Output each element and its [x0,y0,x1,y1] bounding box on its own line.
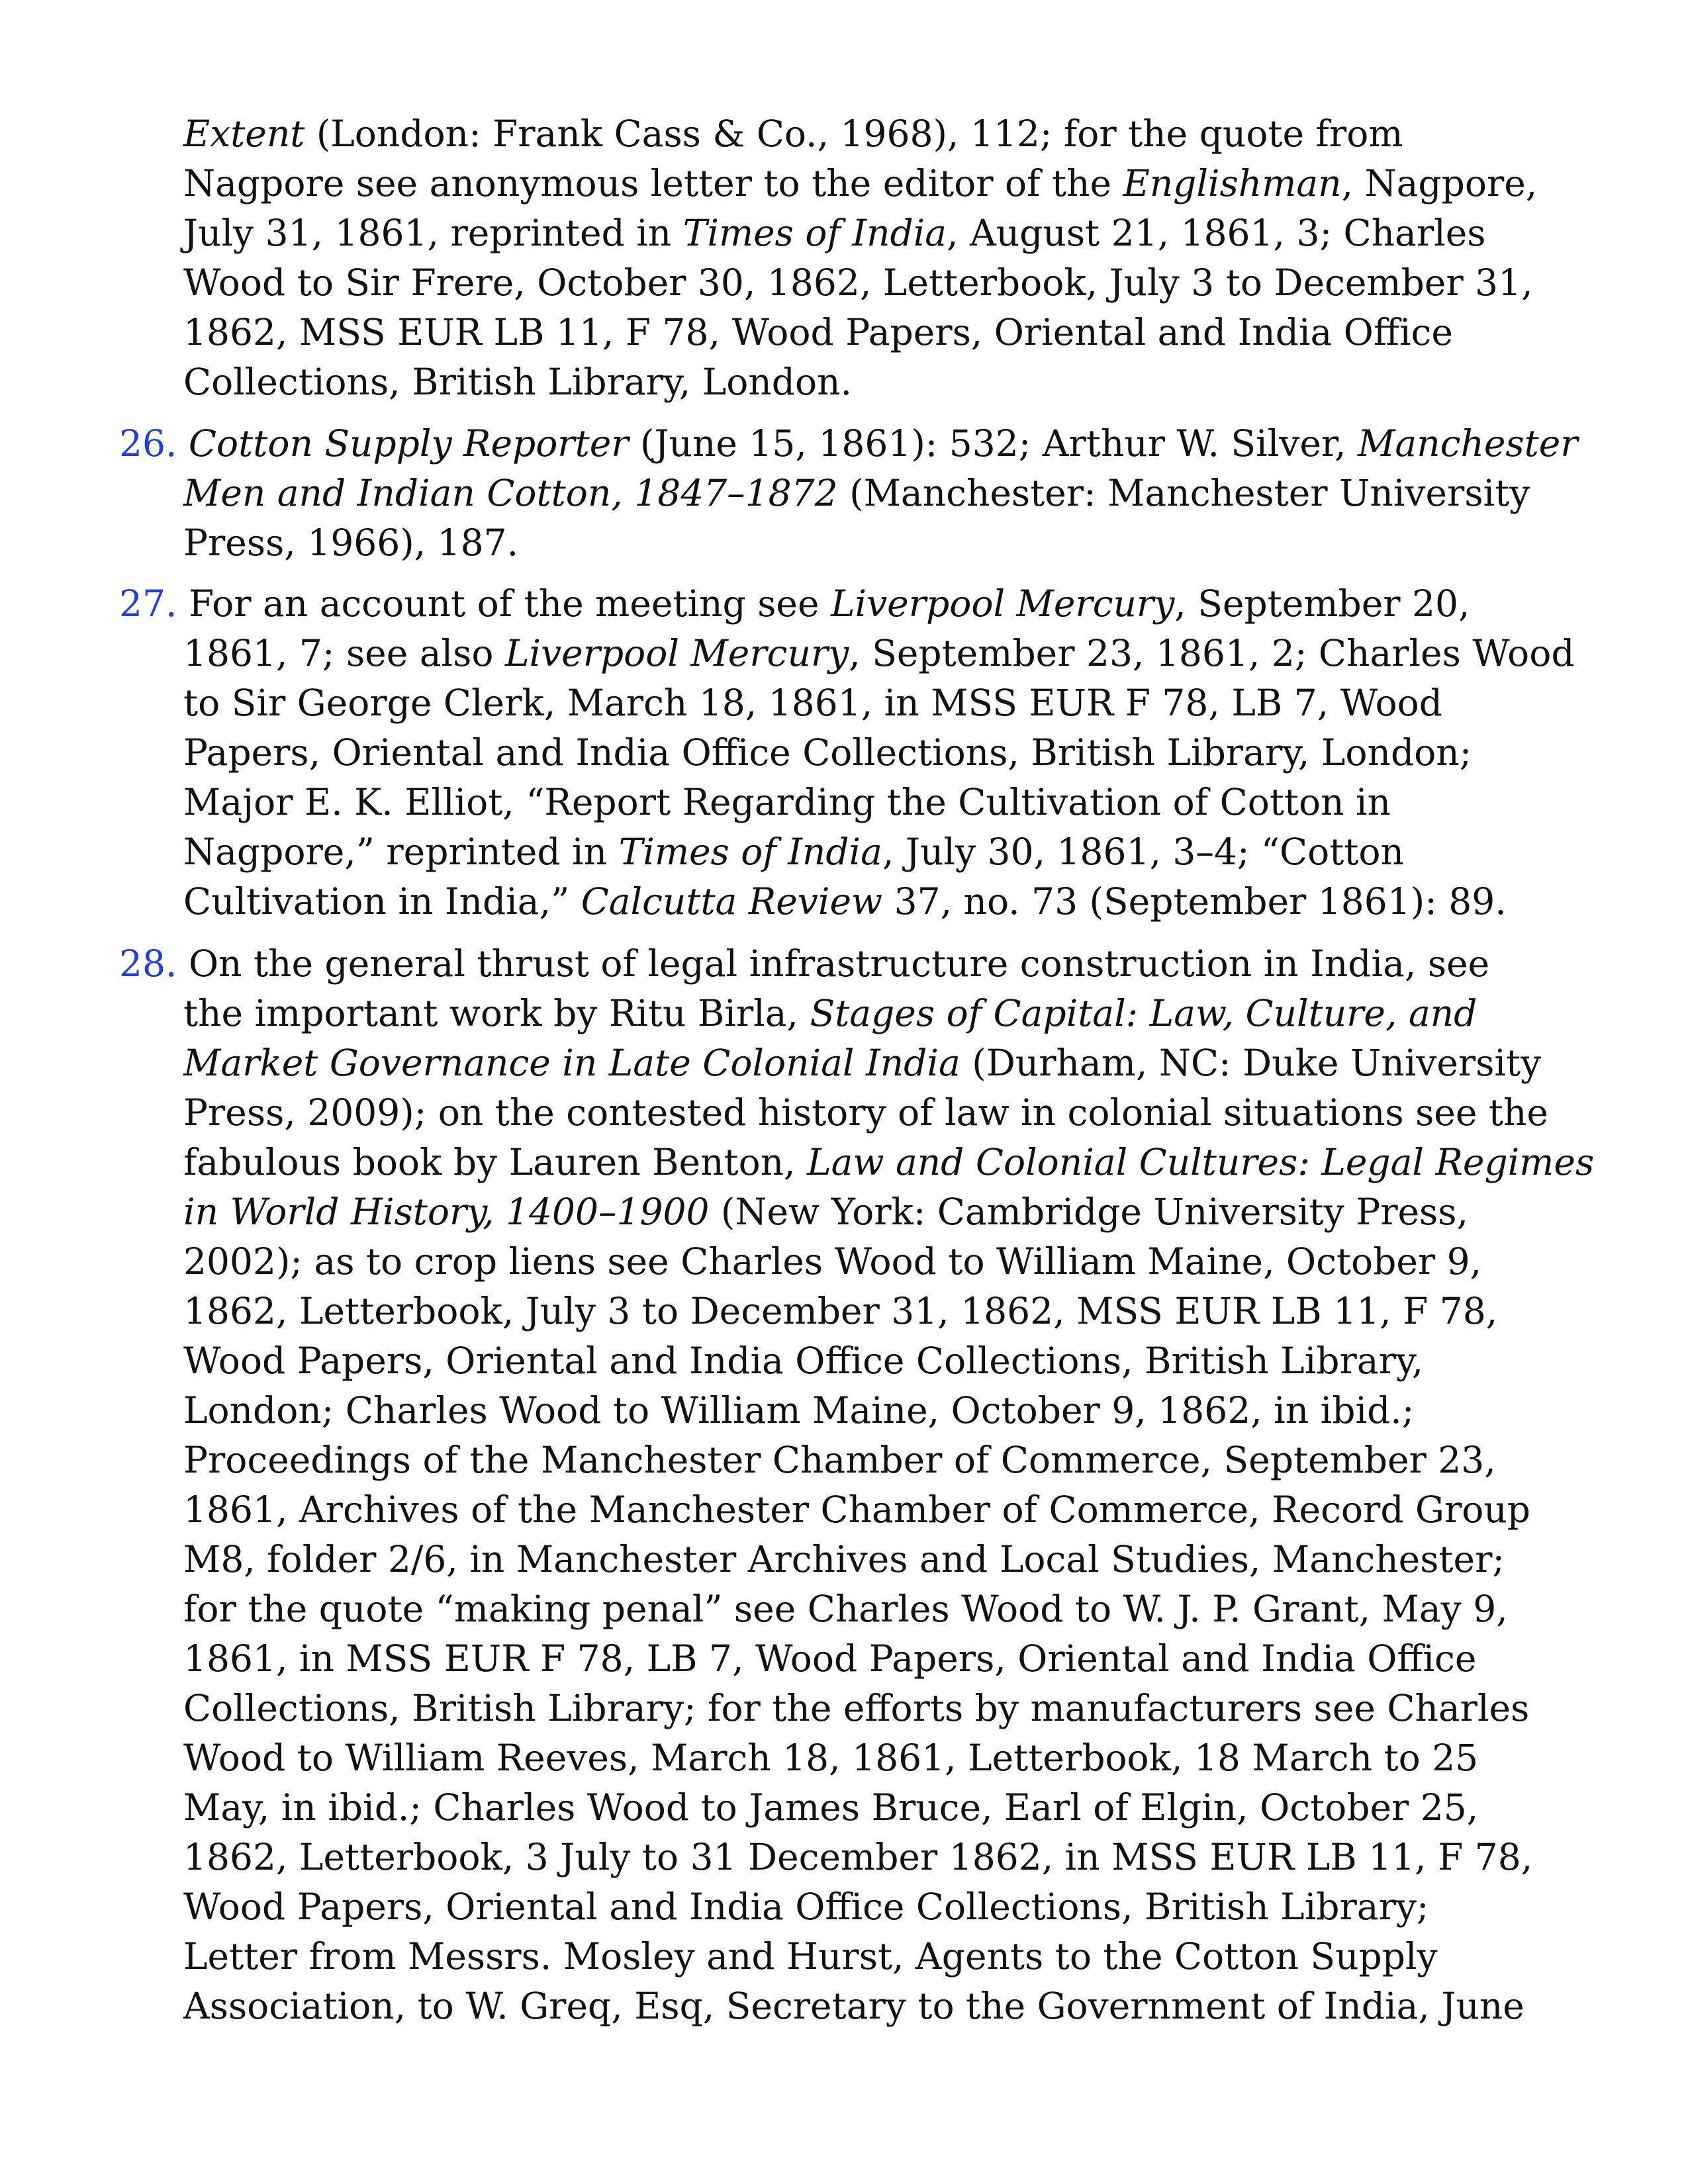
italic-title: Englishman [1123,162,1342,205]
italic-title: Men and Indian Cotton, 1847–1872 [183,472,838,514]
note-text: the important work by Ritu Birla, [183,992,810,1034]
note-text: Cultivation in India,” [183,880,581,923]
note-line [119,308,1589,357]
note-text: , July 30, 1861, 3–4; “Cotton [882,831,1404,873]
italic-title: Calcutta Review [581,880,883,923]
note-line [119,1932,1589,1981]
note-text: 1862, Letterbook, 3 July to 31 December 1862, in MSS EUR LB 11, F 78, [183,1836,1533,1878]
note-text: London; Charles Wood to William Maine, October 9, 1862, in ibid.; [183,1389,1415,1432]
note-line [119,469,1589,518]
note-line [119,629,1589,678]
note-line [119,1435,1589,1485]
note-line [119,1833,1589,1882]
note-line [119,159,1589,208]
note-number-link[interactable]: 28. [119,942,177,985]
note-line [119,579,1589,629]
note-text: M8, folder 2/6, in Manchester Archives and Local Studies, Manchester; [183,1538,1505,1580]
note-line [119,1088,1589,1138]
italic-title: Cotton Supply Reporter [188,422,629,465]
note-text: Wood to William Reeves, March 18, 1861, Letterbook, 18 March to 25 [183,1737,1479,1779]
note-text: Major E. K. Elliot, “Report Regarding the Cultivation of Cotton in [183,781,1391,823]
note-line [119,1237,1589,1287]
note-text: 1861, 7; see also [183,632,505,674]
note-line [119,778,1589,827]
note-text: 37, no. 73 (September 1861): 89. [882,880,1507,923]
note-continued [119,109,1589,407]
note-line [119,1584,1589,1634]
note-text: July 31, 1861, reprinted in [183,212,683,254]
note-line [119,1733,1589,1783]
note-text: Press, 2009); on the contested history of law in colonial situations see the [183,1091,1548,1134]
note-text: to Sir George Clerk, March 18, 1861, in MSS EUR F 78, LB 7, Wood [183,682,1442,724]
note-line [119,518,1589,568]
note-text: Nagpore see anonymous letter to the editor of the [183,162,1123,205]
note-line [119,1287,1589,1336]
italic-title: Law and Colonial Cultures: Legal Regimes [807,1141,1595,1183]
note-line [119,877,1589,927]
note-number-link[interactable]: 26. [119,422,177,465]
note-text: , September 20, [1174,582,1470,625]
note-line [119,1783,1589,1833]
note-text: 2002); as to crop liens see Charles Wood to William Maine, October 9, [183,1240,1482,1283]
note-text: Association, to W. Greq, Esq, Secretary to the Government of India, June [183,1985,1524,2027]
italic-title: Extent [183,113,305,155]
note-line [119,728,1589,778]
note-text: Nagpore,” reprinted in [183,831,619,873]
italic-title: Market Governance in Late Colonial India [183,1042,961,1084]
note-text: 1862, Letterbook, July 3 to December 31, 1862, MSS EUR LB 11, F 78, [183,1290,1498,1332]
italic-title: Liverpool Mercury [504,632,849,674]
note-text: fabulous book by Lauren Benton, [183,1141,808,1183]
note-line [119,989,1589,1038]
note-text: , Nagpore, [1341,162,1538,205]
note-line [119,1336,1589,1386]
note-line [119,357,1589,407]
note-text: Wood to Sir Frere, October 30, 1862, Letterbook, July 3 to December 31, [183,261,1533,304]
note-text: Collections, British Library; for the efforts by manufacturers see Charles [183,1687,1530,1729]
italic-title: Times of India [618,831,882,873]
note-line [119,1634,1589,1684]
note-text: Letter from Messrs. Mosley and Hurst, Agents to the Cotton Supply [183,1935,1438,1978]
note-text: (June 15, 1861): 532; Arthur W. Silver, [628,422,1358,465]
note-line [119,1535,1589,1584]
italic-title: Stages of Capital: Law, Culture, and [810,992,1477,1034]
note-26 [119,419,1589,568]
italic-title: Liverpool Mercury [831,582,1175,625]
note-line [119,827,1589,877]
note-line [119,1386,1589,1435]
note-line [119,109,1589,159]
note-text: , August 21, 1861, 3; Charles [947,212,1486,254]
note-text: (New York: Cambridge University Press, [709,1191,1468,1233]
note-line [119,939,1589,989]
note-line [119,1684,1589,1733]
note-text: On the general thrust of legal infrastructure construction in India, see [177,942,1490,985]
note-text: for the quote “making penal” see Charles Wood to W. J. P. Grant, May 9, [183,1588,1508,1630]
note-line [119,258,1589,308]
note-line [119,1187,1589,1237]
note-text: 1861, in MSS EUR F 78, LB 7, Wood Papers, Oriental and India Office [183,1637,1477,1680]
note-text: Wood Papers, Oriental and India Office Collections, British Library; [183,1886,1429,1928]
note-line [119,678,1589,728]
note-line [119,208,1589,258]
note-line [119,1485,1589,1535]
note-line [119,419,1589,469]
note-line [119,1038,1589,1088]
note-text: Wood Papers, Oriental and India Office Collections, British Library, [183,1340,1424,1382]
note-number-link[interactable]: 27. [119,582,177,625]
note-27 [119,579,1589,927]
note-text [177,422,188,465]
note-line [119,1138,1595,1187]
italic-title: in World History, 1400–1900 [183,1191,710,1233]
note-line [119,1882,1589,1932]
note-text: , September 23, 1861, 2; Charles Wood [849,632,1575,674]
note-text: Collections, British Library, London. [183,361,852,403]
note-text: May, in ibid.; Charles Wood to James Bruce, Earl of Elgin, October 25, [183,1786,1479,1829]
note-text: For an account of the meeting see [177,582,831,625]
italic-title: Times of India [682,212,947,254]
note-text: 1862, MSS EUR LB 11, F 78, Wood Papers, Oriental and India Office [183,311,1453,353]
note-text: Papers, Oriental and India Office Collections, British Library, London; [183,731,1472,774]
note-line [119,1981,1589,2031]
note-text: 1861, Archives of the Manchester Chamber of Commerce, Record Group [183,1488,1530,1531]
note-text: (Durham, NC: Duke University [960,1042,1542,1084]
note-text: (London: Frank Cass & Co., 1968), 112; for the quote from [305,113,1403,155]
note-28 [119,939,1595,2031]
note-text: (Manchester: Manchester University [837,472,1530,514]
note-text: Proceedings of the Manchester Chamber of Commerce, September 23, [183,1439,1496,1481]
italic-title: Manchester [1358,422,1578,465]
note-text: Press, 1966), 187. [183,522,519,564]
